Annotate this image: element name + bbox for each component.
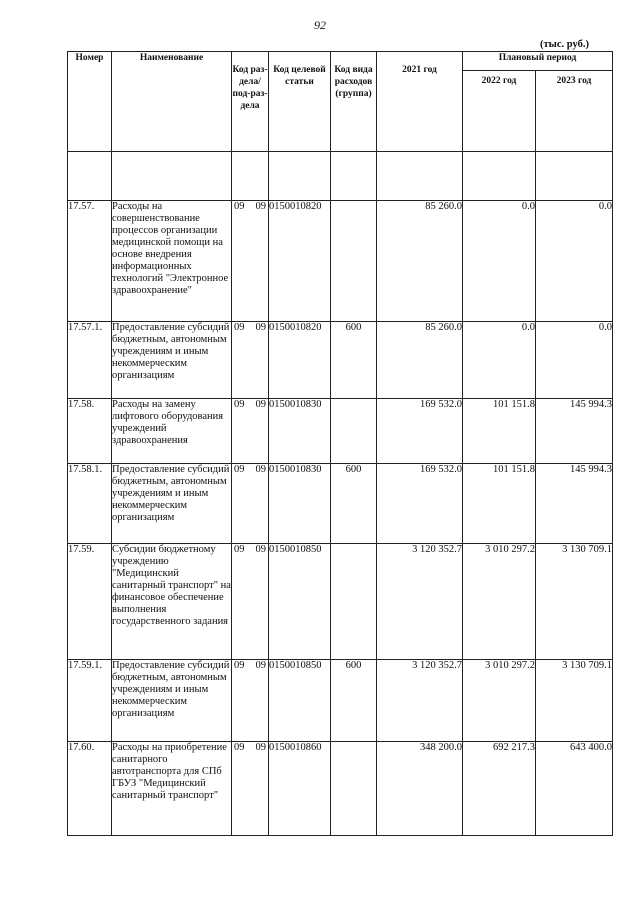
amount-2022: 3 010 297.2: [463, 660, 536, 742]
budget-table: [67, 51, 613, 836]
section-code: 09: [234, 201, 245, 212]
section-code: 09: [234, 464, 245, 475]
header-target-code: Код целевой статьи: [269, 52, 331, 152]
amount-2021: 169 532.0: [377, 399, 463, 464]
row-number: 17.59.1.: [68, 660, 112, 742]
amount-2021: 85 260.0: [377, 201, 463, 322]
target-code: 0150010850: [269, 544, 331, 660]
expense-type-code: 600: [331, 464, 377, 544]
expense-type-code: [331, 742, 377, 836]
header-spacer-row: [68, 152, 613, 201]
table-row: [68, 399, 613, 464]
amount-2022: 0.0: [463, 201, 536, 322]
amount-2021: 348 200.0: [377, 742, 463, 836]
expense-type-code: 600: [331, 660, 377, 742]
subsection-code: 09: [255, 399, 266, 410]
amount-2023: 3 130 709.1: [536, 544, 613, 660]
expense-type-code: 600: [331, 322, 377, 399]
target-code: 0150010860: [269, 742, 331, 836]
target-code: 0150010820: [269, 322, 331, 399]
section-cell: [232, 399, 269, 464]
units-label: (тыс. руб.): [540, 39, 589, 50]
amount-2022: 3 010 297.2: [463, 544, 536, 660]
header-planning-period: Плановый период: [463, 52, 613, 71]
row-number: 17.57.1.: [68, 322, 112, 399]
subsection-code: 09: [255, 660, 266, 671]
row-name: Предоставление субсидий бюджетным, автономным учреждениям и иным некоммерческим организациям: [112, 322, 232, 399]
header-expense-type: Код вида расходов (группа): [331, 52, 377, 152]
section-cell: [232, 464, 269, 544]
amount-2021: 3 120 352.7: [377, 660, 463, 742]
header-number: Номер: [68, 52, 112, 152]
table-row: [68, 201, 613, 322]
row-name: Расходы на замену лифтового оборудования учреждений здравоохранения: [112, 399, 232, 464]
subsection-code: 09: [255, 742, 266, 753]
section-code: 09: [234, 544, 245, 555]
section-code: 09: [234, 399, 245, 410]
amount-2023: 0.0: [536, 201, 613, 322]
subsection-code: 09: [255, 322, 266, 333]
row-name: Расходы на приобретение санитарного автотранспорта для СПб ГБУЗ "Медицинский санитарный транспорт": [112, 742, 232, 836]
table-row: [68, 544, 613, 660]
header-year-2023: 2023 год: [536, 71, 613, 152]
page-number: 92: [314, 18, 326, 32]
section-code: 09: [234, 322, 245, 333]
amount-2022: 0.0: [463, 322, 536, 399]
row-number: 17.58.1.: [68, 464, 112, 544]
section-cell: [232, 322, 269, 399]
amount-2022: 692 217.3: [463, 742, 536, 836]
section-cell: [232, 742, 269, 836]
table-row: [68, 464, 613, 544]
row-number: 17.57.: [68, 201, 112, 322]
row-number: 17.59.: [68, 544, 112, 660]
expense-type-code: [331, 544, 377, 660]
amount-2023: 643 400.0: [536, 742, 613, 836]
section-code: 09: [234, 660, 245, 671]
amount-2023: 0.0: [536, 322, 613, 399]
section-cell: [232, 201, 269, 322]
expense-type-code: [331, 399, 377, 464]
amount-2021: 3 120 352.7: [377, 544, 463, 660]
subsection-code: 09: [255, 201, 266, 212]
row-name: Расходы на совершенствование процессов организации медицинской помощи на основе внедрения информационных технологий "Электронное здравоохранение": [112, 201, 232, 322]
section-code: 09: [234, 742, 245, 753]
amount-2021: 169 532.0: [377, 464, 463, 544]
table-row: [68, 322, 613, 399]
subsection-code: 09: [255, 464, 266, 475]
target-code: 0150010820: [269, 201, 331, 322]
subsection-code: 09: [255, 544, 266, 555]
amount-2022: 101 151.8: [463, 464, 536, 544]
amount-2023: 3 130 709.1: [536, 660, 613, 742]
row-name: Субсидии бюджетному учреждению "Медицинский санитарный транспорт" на финансовое обеспечение выполнения государственного задания: [112, 544, 232, 660]
amount-2022: 101 151.8: [463, 399, 536, 464]
header-year-2022: 2022 год: [463, 71, 536, 152]
amount-2023: 145 994.3: [536, 399, 613, 464]
target-code: 0150010830: [269, 464, 331, 544]
section-cell: [232, 660, 269, 742]
section-cell: [232, 544, 269, 660]
row-name: Предоставление субсидий бюджетным, автономным учреждениям и иным некоммерческим организациям: [112, 660, 232, 742]
table-row: [68, 742, 613, 836]
row-number: 17.58.: [68, 399, 112, 464]
amount-2021: 85 260.0: [377, 322, 463, 399]
table-row: [68, 660, 613, 742]
header-year-2021: 2021 год: [377, 52, 463, 152]
target-code: 0150010850: [269, 660, 331, 742]
target-code: 0150010830: [269, 399, 331, 464]
row-name: Предоставление субсидий бюджетным, автономным учреждениям и иным некоммерческим организациям: [112, 464, 232, 544]
header-name: Наименование: [112, 52, 232, 152]
amount-2023: 145 994.3: [536, 464, 613, 544]
expense-type-code: [331, 201, 377, 322]
row-number: 17.60.: [68, 742, 112, 836]
header-section-code: Код раз-дела/ под-раз-дела: [232, 52, 269, 152]
